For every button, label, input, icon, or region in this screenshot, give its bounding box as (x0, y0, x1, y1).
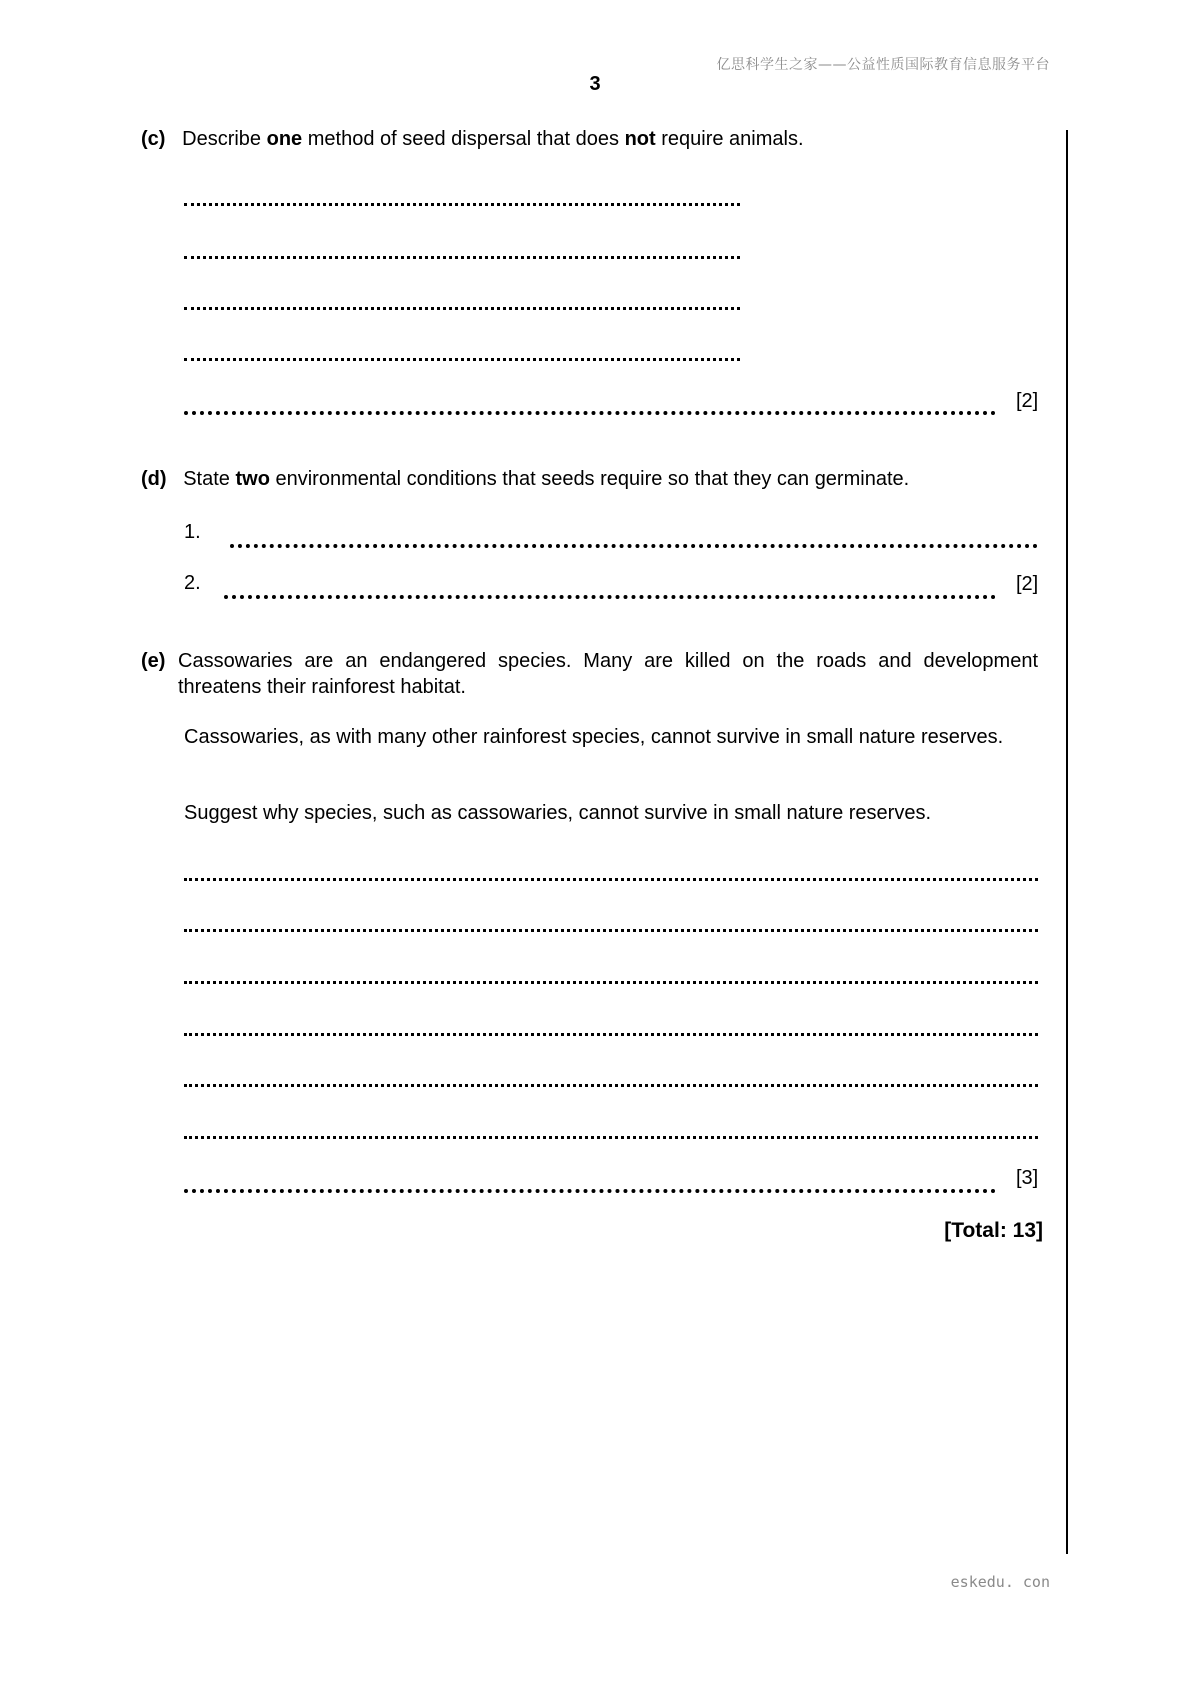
question-e-para-2: Cassowaries, as with many other rainforest species, cannot survive in small nature reserves. (184, 726, 1004, 748)
answer-line-c-5[interactable] (184, 408, 996, 415)
mark-d: [2] (1016, 573, 1039, 595)
answer-line-c-4[interactable] (184, 355, 740, 361)
answer-line-e-5[interactable] (184, 1081, 1038, 1087)
margin-rule (1066, 130, 1068, 1554)
footer-watermark: eskedu. con (950, 1573, 1050, 1591)
answer-line-c-2[interactable] (184, 253, 740, 259)
question-e-para-1: Cassowaries are an endangered species. Many are killed on the roads and development threatens their rainforest habitat. (178, 650, 1038, 698)
mark-c: [2] (1016, 390, 1039, 412)
answer-line-d-2[interactable] (224, 592, 996, 599)
question-d (141, 466, 909, 492)
question-c-bold-2: not (624, 128, 656, 150)
page-number: 3 (589, 73, 601, 95)
question-c-text-3: require animals. (655, 128, 804, 150)
answer-line-e-7[interactable] (184, 1186, 996, 1193)
question-d-text-1: State (183, 468, 236, 490)
question-e-para-3: Suggest why species, such as cassowaries, cannot survive in small nature reserves. (184, 802, 932, 824)
answer-line-e-3[interactable] (184, 978, 1038, 984)
question-c-label: (c) (141, 128, 166, 150)
question-d-item-2: 2. (184, 572, 201, 594)
question-c-text-1: Describe (182, 128, 267, 150)
answer-line-e-2[interactable] (184, 926, 1038, 932)
question-d-label: (d) (141, 468, 167, 490)
question-d-item-1: 1. (184, 521, 201, 543)
answer-line-c-1[interactable] (184, 200, 740, 206)
question-c-text-2: method of seed dispersal that does (302, 128, 625, 150)
question-c-bold-1: one (266, 128, 303, 150)
question-e-label (141, 648, 165, 674)
question-d-text-2: environmental conditions that seeds require so that they can germinate. (269, 468, 910, 490)
question-d-bold-1: two (235, 468, 270, 490)
question-e-label-text: (e) (141, 650, 166, 672)
mark-e: [3] (1016, 1167, 1039, 1189)
answer-line-e-1[interactable] (184, 875, 1038, 881)
answer-line-c-3[interactable] (184, 304, 740, 310)
header-watermark: 亿思科学生之家——公益性质国际教育信息服务平台 (716, 57, 1050, 73)
answer-line-e-4[interactable] (184, 1030, 1038, 1036)
answer-line-d-1[interactable] (230, 541, 1038, 548)
question-c (141, 126, 804, 152)
total-marks: [Total: 13] (944, 1219, 1043, 1242)
answer-line-e-6[interactable] (184, 1133, 1038, 1139)
